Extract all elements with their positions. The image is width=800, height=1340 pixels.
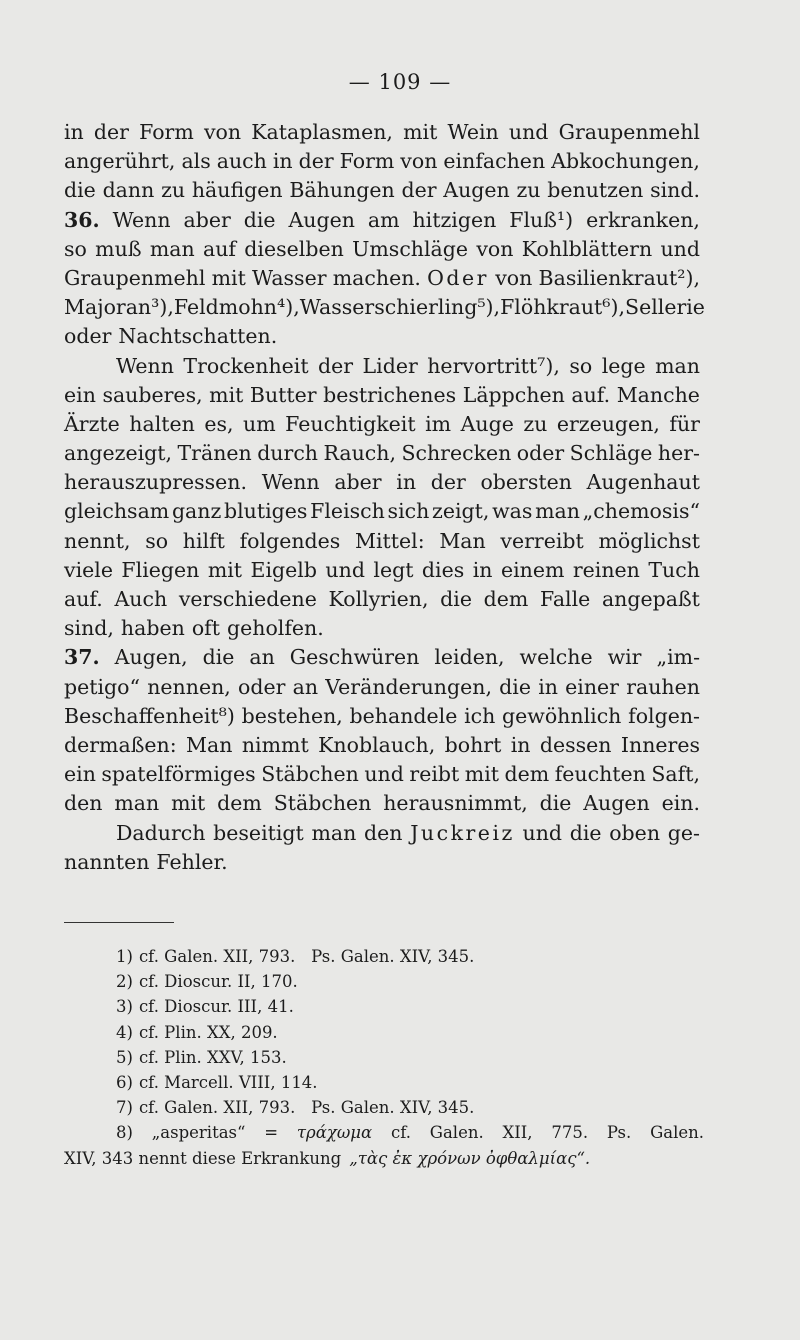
- word: Trockenheit: [183, 353, 309, 378]
- footnote-divider: [64, 922, 174, 923]
- word: häufigen: [191, 178, 283, 203]
- word: Wenn: [261, 470, 320, 495]
- text-line: [64, 352, 700, 381]
- word: Geschwüren: [289, 645, 420, 670]
- word: mit: [211, 265, 246, 290]
- word: Mittel:: [355, 528, 425, 553]
- word: dann: [102, 178, 155, 203]
- word: rauhen: [626, 674, 700, 699]
- word: und: [522, 820, 563, 845]
- word: ge-: [667, 820, 700, 845]
- word: Augen: [288, 207, 355, 232]
- page-number: — 109 —: [348, 70, 452, 94]
- footnote-word: Galen.: [650, 1123, 704, 1143]
- word: die: [569, 820, 602, 845]
- word: dem: [483, 587, 529, 611]
- text-line: [64, 235, 700, 264]
- word: in: [510, 732, 531, 757]
- word: Graupenmehl: [64, 265, 206, 290]
- text-line: [64, 381, 700, 410]
- word: verreibt: [500, 528, 584, 553]
- word: Nachtschatten.: [118, 324, 278, 349]
- word: Fleisch: [310, 499, 385, 524]
- word: muß: [95, 236, 142, 261]
- word: gleichsam: [64, 499, 170, 524]
- word: angerührt,: [64, 149, 176, 174]
- text-line: [64, 497, 700, 526]
- word: dieselben: [244, 236, 344, 261]
- word: Sellerie: [625, 295, 705, 320]
- word: Läppchen: [462, 382, 565, 407]
- word: „chemosis“: [582, 499, 700, 524]
- word: ein.: [661, 791, 700, 816]
- word: an: [249, 645, 275, 670]
- footnote-word: XII,: [502, 1123, 533, 1143]
- footnote-word: τράχωμα: [296, 1123, 373, 1143]
- word: sich: [387, 499, 430, 524]
- word: der: [93, 120, 129, 144]
- word: haben: [120, 616, 185, 641]
- text-line: [64, 673, 700, 702]
- word: man: [311, 820, 357, 845]
- text-line: [64, 468, 700, 497]
- footnote-text: cf. Dioscur. II, 170.: [138, 972, 298, 992]
- word: oder: [238, 674, 286, 699]
- word: Lider: [362, 353, 418, 378]
- footnote-text: cf. Plin. XXV, 153.: [138, 1047, 287, 1067]
- word: Juckreiz: [410, 820, 515, 845]
- footnote-text: XIV, 343 nennt diese Erkrankung: [64, 1148, 342, 1168]
- word: Wasser: [252, 265, 327, 290]
- word: bohrt: [444, 732, 502, 757]
- word: dessen: [539, 732, 612, 757]
- text-line: [64, 789, 700, 818]
- word: aber: [183, 207, 231, 232]
- word: Eigelb: [250, 557, 317, 582]
- word: oben: [609, 820, 661, 845]
- word: Kataplasmen,: [251, 120, 393, 144]
- word: dies: [421, 557, 465, 582]
- text-line: [64, 527, 700, 556]
- word: geholfen.: [226, 616, 324, 641]
- word: oder: [516, 441, 565, 466]
- word: Tränen: [177, 441, 252, 466]
- word: von: [400, 149, 438, 174]
- word: die: [499, 674, 531, 699]
- section-number: 37.: [64, 645, 100, 670]
- word: der: [401, 178, 437, 203]
- word: Rauch,: [323, 441, 396, 466]
- word: angepaßt: [601, 587, 700, 611]
- word: herausnimmt,: [383, 791, 528, 816]
- word: Tuch: [648, 557, 700, 582]
- word: möglichst: [598, 528, 700, 553]
- word: obersten: [480, 470, 572, 495]
- footnote: [64, 1045, 704, 1070]
- word: hervortritt⁷),: [427, 353, 560, 378]
- text-line: [64, 322, 700, 351]
- word: auch: [216, 149, 267, 174]
- footnote-number: 6): [116, 1072, 133, 1092]
- word: Feuchtigkeit: [285, 411, 416, 436]
- word: Kohlblättern: [521, 236, 653, 261]
- word: Augenhaut: [586, 470, 700, 495]
- word: mit: [209, 382, 244, 407]
- word: reibt: [409, 762, 460, 787]
- word: angezeigt,: [64, 441, 173, 466]
- footnote-text: cf. Plin. XX, 209.: [138, 1022, 278, 1042]
- greek-quote: „τὰς ἐκ χρόνων ὀφθαλμίας“.: [349, 1148, 591, 1168]
- word: Butter: [249, 382, 317, 407]
- word: am: [367, 207, 400, 232]
- word: halten: [129, 411, 195, 436]
- word: ich: [464, 703, 496, 728]
- word: in: [272, 149, 293, 174]
- footnote-number: 8): [116, 1123, 133, 1143]
- word: Feldmohn⁴),: [173, 295, 300, 320]
- word: Saft,: [651, 762, 700, 787]
- word: und: [364, 762, 404, 787]
- word: Stäbchen: [273, 791, 372, 816]
- footnote-word: Ps.: [606, 1123, 632, 1143]
- footnote-number: 1): [116, 947, 133, 966]
- word: mit: [171, 791, 206, 816]
- word: nannten: [64, 849, 150, 874]
- word: Wasserschierling⁵),: [299, 295, 501, 320]
- word: her-: [657, 441, 700, 466]
- word: gewöhnlich: [502, 703, 622, 728]
- word: hitzigen: [412, 207, 497, 232]
- word: Wein: [447, 120, 499, 144]
- text-line: [64, 819, 700, 848]
- word: zu: [516, 178, 541, 203]
- text-line: [64, 760, 700, 789]
- word: den: [364, 820, 403, 845]
- word: Beschaffenheit⁸): [64, 703, 235, 728]
- word: Knoblauch,: [318, 732, 436, 757]
- text-line: [64, 643, 700, 672]
- word: nimmt: [241, 732, 309, 757]
- text-line: [64, 264, 700, 293]
- footnote-text: cf. Galen. XII, 793. Ps. Galen. XIV, 345.: [138, 1098, 475, 1118]
- word: einfachen: [443, 149, 546, 174]
- word: dem: [217, 791, 262, 816]
- word: durch: [257, 441, 318, 466]
- word: Fluß¹): [509, 207, 574, 232]
- text-line: [64, 614, 700, 643]
- word: auf: [202, 236, 236, 261]
- text-line: [64, 206, 700, 235]
- word: Umschläge: [352, 236, 469, 261]
- word: Oder: [427, 265, 489, 290]
- word: Wenn: [116, 353, 174, 378]
- word: folgendes: [239, 528, 341, 553]
- footnote: [64, 1020, 704, 1045]
- word: in: [64, 120, 84, 144]
- word: leiden,: [434, 645, 505, 670]
- word: man: [535, 499, 580, 524]
- text-line: [64, 556, 700, 585]
- word: oder: [64, 324, 112, 349]
- word: und: [325, 557, 365, 582]
- word: mit: [464, 762, 499, 787]
- word: Augen: [443, 178, 510, 203]
- text-line: [64, 848, 700, 877]
- text-line: [64, 731, 700, 760]
- word: folgen-: [628, 703, 700, 728]
- word: verschiedene: [178, 587, 317, 611]
- word: Falle: [539, 587, 591, 611]
- word: man: [149, 236, 195, 261]
- word: auf.: [571, 382, 611, 407]
- text-line: [64, 118, 700, 147]
- word: die: [243, 207, 276, 232]
- word: welche: [519, 645, 593, 670]
- footnote: [64, 969, 704, 994]
- word: Augen: [583, 791, 650, 816]
- word: Manche: [616, 382, 700, 407]
- footnote-number: 7): [116, 1098, 133, 1118]
- word: auf.: [64, 587, 103, 611]
- body-text: [64, 118, 705, 877]
- footnote-word: cf.: [390, 1123, 411, 1143]
- word: Augen,: [114, 645, 188, 670]
- word: Schläge: [569, 441, 653, 466]
- word: hilft: [182, 528, 225, 553]
- word: Kollyrien,: [328, 587, 429, 611]
- word: mit: [403, 120, 438, 144]
- footnote-text: cf. Galen. XII, 793. Ps. Galen. XIV, 345.: [138, 947, 475, 966]
- word: viele: [64, 557, 113, 582]
- word: Abkochungen,: [551, 149, 700, 174]
- word: machen.: [332, 265, 421, 290]
- word: Auch: [114, 587, 168, 611]
- text-line: [64, 147, 700, 176]
- footnote-text: cf. Dioscur. III, 41.: [138, 997, 294, 1017]
- word: Man: [439, 528, 486, 553]
- word: bestrichenes: [323, 382, 457, 407]
- word: oft: [191, 616, 220, 641]
- word: von: [203, 120, 242, 144]
- word: einem: [500, 557, 565, 582]
- word: den: [64, 791, 103, 816]
- word: die: [440, 587, 472, 611]
- footnote: [64, 1120, 704, 1145]
- footnote: [64, 1070, 704, 1095]
- text-line: [64, 176, 700, 205]
- word: Form: [139, 120, 194, 144]
- word: dem: [504, 762, 550, 787]
- word: der: [318, 353, 354, 378]
- word: bestehen,: [241, 703, 343, 728]
- word: zeigt,: [432, 499, 490, 524]
- text-line: [64, 410, 700, 439]
- word: mit: [207, 557, 243, 582]
- word: einer: [565, 674, 619, 699]
- text-line: [64, 702, 700, 731]
- word: Wenn: [112, 207, 171, 232]
- word: aber: [334, 470, 382, 495]
- footnote-number: 2): [116, 972, 133, 992]
- word: spatelförmiges: [101, 762, 256, 787]
- section-number: 36.: [64, 207, 100, 232]
- word: an: [292, 674, 319, 699]
- word: Veränderungen,: [325, 674, 492, 699]
- word: die: [539, 791, 572, 816]
- word: lege: [601, 353, 646, 378]
- word: und: [508, 120, 549, 144]
- word: beseitigt: [213, 820, 304, 845]
- word: ganz: [171, 499, 222, 524]
- word: von: [495, 265, 533, 290]
- word: benutzen: [547, 178, 644, 203]
- word: die: [202, 645, 235, 670]
- word: man: [655, 353, 700, 378]
- word: von: [476, 236, 514, 261]
- footnote-word: =: [264, 1123, 279, 1143]
- word: und: [660, 236, 700, 261]
- word: erkranken,: [586, 207, 700, 232]
- word: die: [64, 178, 96, 203]
- word: was: [492, 499, 533, 524]
- word: der: [298, 149, 334, 174]
- footnote: [64, 944, 704, 969]
- word: Schrecken: [401, 441, 512, 466]
- footnote-word: Galen.: [429, 1123, 484, 1143]
- word: reinen: [572, 557, 640, 582]
- text-line: [64, 293, 705, 322]
- word: blutiges: [224, 499, 308, 524]
- word: Stäbchen: [261, 762, 359, 787]
- word: Fehler.: [156, 849, 228, 874]
- word: erzeugen,: [556, 411, 660, 436]
- word: sind,: [64, 616, 114, 641]
- word: der: [430, 470, 466, 495]
- footnote: [64, 994, 704, 1019]
- word: in: [472, 557, 493, 582]
- word: Flöhkraut⁶),: [500, 295, 626, 320]
- word: Ärzte: [64, 411, 120, 436]
- footnote-word: „asperitas“: [151, 1123, 246, 1143]
- footnote-number: 3): [116, 997, 133, 1017]
- footnote-continuation: [64, 1146, 704, 1171]
- word: man: [114, 791, 160, 816]
- word: in: [538, 674, 558, 699]
- footnote: [64, 1095, 704, 1120]
- footnote-number: 4): [116, 1022, 133, 1042]
- word: Majoran³),: [64, 295, 174, 320]
- word: im: [425, 411, 452, 436]
- word: es,: [204, 411, 234, 436]
- footnotes: [64, 944, 704, 1171]
- word: für: [669, 411, 700, 436]
- footnote-text: cf. Marcell. VIII, 114.: [138, 1072, 318, 1092]
- text-line: [64, 585, 700, 614]
- word: Dadurch: [116, 820, 206, 845]
- text-line: [64, 439, 700, 468]
- word: Inneres: [620, 732, 700, 757]
- word: Graupenmehl: [558, 120, 700, 144]
- word: Bähungen: [289, 178, 395, 203]
- word: als: [181, 149, 211, 174]
- word: „im-: [656, 645, 700, 670]
- word: so: [145, 528, 169, 553]
- word: nennen,: [147, 674, 231, 699]
- footnote-number: 5): [116, 1047, 133, 1067]
- word: Form: [339, 149, 395, 174]
- word: Auge: [460, 411, 514, 436]
- word: um: [243, 411, 276, 436]
- word: Man: [186, 732, 233, 757]
- word: sauberes,: [102, 382, 203, 407]
- word: wir: [607, 645, 642, 670]
- word: ein: [64, 762, 96, 787]
- word: legt: [373, 557, 414, 582]
- word: sind.: [650, 178, 700, 203]
- word: feuchten: [554, 762, 646, 787]
- word: nennt,: [64, 528, 131, 553]
- word: behandele: [349, 703, 458, 728]
- word: Fliegen: [121, 557, 200, 582]
- word: dermaßen:: [64, 732, 177, 757]
- word: zu: [523, 411, 548, 436]
- word: herauszupressen.: [64, 470, 248, 495]
- word: Basilienkraut²),: [538, 265, 700, 290]
- word: zu: [161, 178, 186, 203]
- word: petigo“: [64, 674, 140, 699]
- word: in: [396, 470, 417, 495]
- footnote-word: 775.: [551, 1123, 589, 1143]
- word: so: [64, 236, 87, 261]
- word: ein: [64, 382, 96, 407]
- word: so: [569, 353, 593, 378]
